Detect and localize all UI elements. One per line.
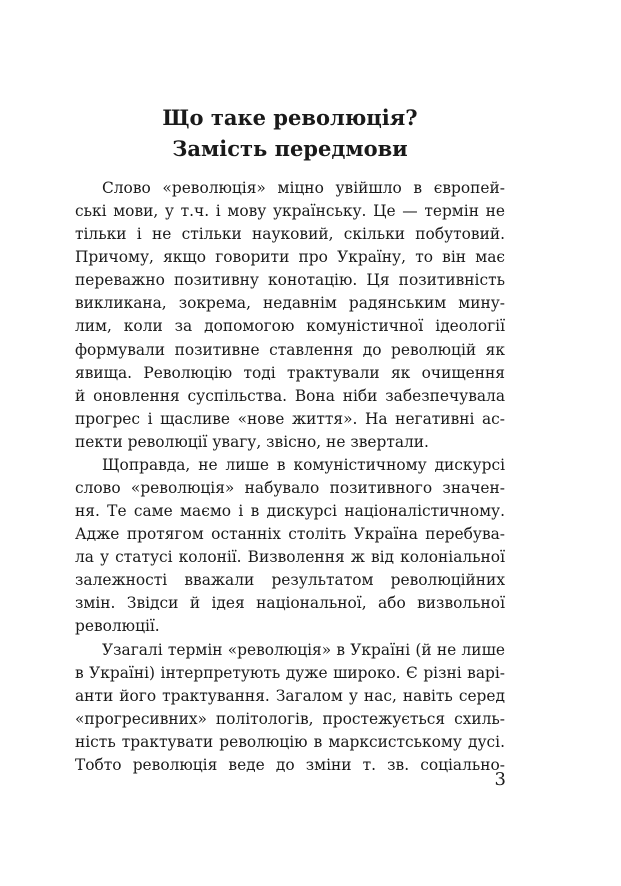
text-line: формували позитивне ставлення до революцій як (75, 340, 505, 359)
text-line: пекти революції увагу, звісно, не звертали. (75, 432, 429, 451)
text-line: Причому, якщо говорити про Україну, то він має (75, 248, 505, 267)
text-line: тільки і не стільки науковий, скільки побутовий. (75, 225, 505, 244)
text-line: ність трактувати революцію в марксистському дусі. (75, 732, 505, 751)
text-line: Узагалі термін «революція» в Україні (й не лише (102, 640, 505, 659)
text-line: Щоправда, не лише в комуністичному дискурсі (102, 455, 505, 474)
text-line: анти його трактування. Загалом у нас, навіть серед (75, 686, 505, 705)
text-line: явища. Революцію тоді трактували як очищення (75, 363, 505, 382)
text-line: залежності вважали результатом революційних (75, 571, 505, 590)
text-line: слово «революція» набувало позитивного значен- (75, 479, 505, 498)
text-line: в Україні) інтерпретують дуже широко. Є різні варі- (75, 663, 505, 682)
text-line: Адже протягом останніх століть Україна перебува- (75, 525, 505, 544)
text-line: викликана, зокрема, недавнім радянським мину- (75, 294, 505, 313)
chapter-title: Що таке революція? (162, 105, 418, 130)
page-number: 3 (494, 769, 506, 790)
text-line: Тобто революція веде до зміни т. зв. соціально- (75, 755, 505, 774)
text-line: ня. Те саме маємо і в дискурсі націоналістичному. (75, 502, 505, 521)
chapter-subtitle: Замість передмови (172, 136, 408, 161)
text-line: лим, коли за допомогою комуністичної ідеології (75, 317, 505, 336)
text-line: революції. (75, 617, 160, 636)
body-text (75, 177, 505, 777)
text-line: ла у статусі колонії. Визволення ж від колоніальної (75, 548, 505, 567)
text-line: ські мови, у т.ч. і мову українську. Це — термін не (75, 202, 505, 221)
text-line: змін. Звідси й ідея національної, або визвольної (75, 594, 505, 613)
text-line: й оновлення суспільства. Вона ніби забезпечувала (75, 386, 505, 405)
text-line: прогрес і щасливе «нове життя». На негативні ас- (75, 409, 505, 428)
text-line: «прогресивних» політологів, простежується схиль- (75, 709, 505, 728)
text-line: переважно позитивну конотацію. Ця позитивність (75, 271, 505, 290)
text-line: Слово «революція» міцно увійшло в європей- (102, 179, 505, 197)
